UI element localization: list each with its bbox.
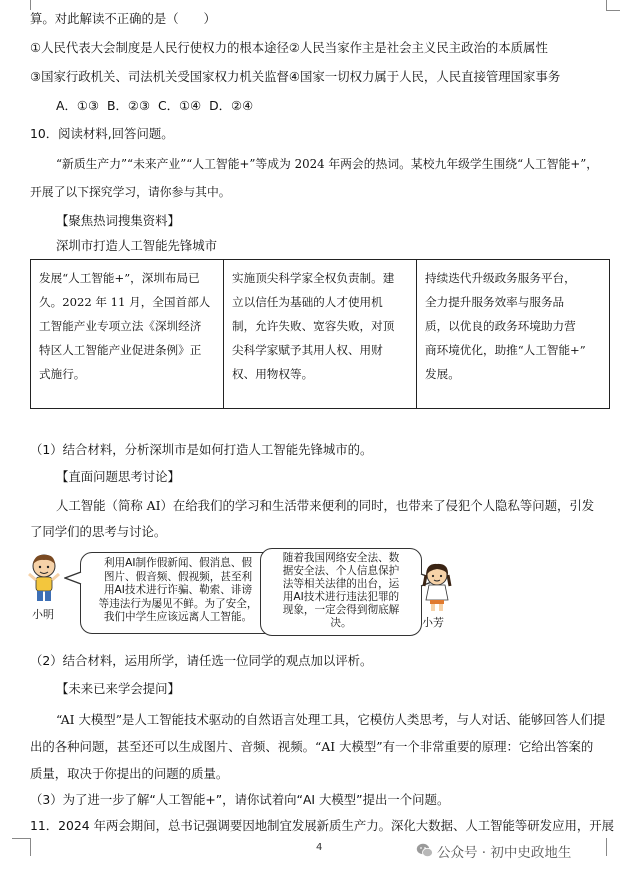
table-cell [224, 260, 417, 409]
para3-line1: “AI 大模型”是人工智能技术驱动的自然语言处理工具，它模仿人类思考，与人对话、能够回答人们提 [56, 712, 606, 727]
q9-stem: 算。对此解读不正确的是（ ） [30, 11, 216, 26]
para2-line2: 了同学们的思考与讨论。 [30, 524, 167, 539]
wechat-icon [416, 843, 433, 858]
speaker-name-left: 小明 [32, 608, 54, 621]
bubble-line: 决。 [330, 617, 352, 629]
bubble-tail-left [64, 570, 82, 586]
material-table [30, 259, 610, 409]
table-cell [31, 260, 224, 409]
bubble-line: 利用AI制作假新闻、假消息、假 [103, 557, 253, 569]
bubble-line: 现象，一定会得到彻底解 [282, 604, 400, 616]
bubble-line: 用AI技术进行诈骗、勒索、诽谤 [103, 584, 253, 597]
bubble-line: 图片、假音频、假视频，甚至利 [103, 570, 253, 583]
q10-intro-line1: “新质生产力”“未来产业”“人工智能+”等成为 2024 年两会的热词。某校九年级学生围绕“人工智能+”， [56, 157, 599, 171]
para3-line2: 出的各种问题，甚至还可以生成图片、音频、视频。“AI 大模型”有一个非常重要的原理：它给出答案的 [30, 739, 594, 754]
speech-bubble-left [80, 552, 276, 634]
sub-question-2: （2）结合材料，运用所学，请任选一位同学的观点加以评析。 [30, 653, 373, 668]
crop-mark [30, 0, 31, 10]
cell-line: 尖科学家赋予其用人权、用财 [232, 343, 383, 357]
cell-line: 发展“人工智能+”，深圳布局已 [39, 271, 200, 285]
material-title: 深圳市打造人工智能先锋城市 [56, 238, 218, 253]
section-heading-1: 【聚焦热词搜集资料】 [56, 213, 180, 228]
q10-intro-line2: 开展了以下探究学习，请你参与其中。 [30, 185, 231, 199]
page-number: 4 [316, 842, 323, 853]
watermark: 公众号 · 初中史政地生 [437, 845, 572, 861]
cell-line: 商环境优化，助推“人工智能+” [425, 343, 586, 357]
section-heading-3: 【未来已来学会提问】 [56, 681, 180, 696]
cell-line: 特区人工智能产业促进条例》正 [39, 343, 202, 357]
discussion-figure [24, 548, 614, 642]
sub-question-3: （3）为了进一步了解“人工智能+”，请你试着向“AI 大模型”提出一个问题。 [30, 792, 450, 807]
q9-options-line2: ③国家行政机关、司法机关受国家权力机关监督④国家一切权力属于人民，人民直接管理国家事务 [30, 69, 561, 84]
bubble-line: 等违法行为屡见不鲜。为了安全， [98, 597, 258, 610]
cell-line: 制，允许失败、宽容失败，对顶 [232, 319, 395, 333]
bubble-line: 据安全法、个人信息保护 [282, 565, 400, 577]
cell-line: 权、用物权等。 [232, 367, 314, 381]
cell-line: 全力提升服务效率与服务品 [425, 295, 565, 309]
table-row [31, 260, 610, 409]
speaker-name-right: 小芳 [422, 616, 444, 629]
bubble-line: 法等相关法律的出台，运 [282, 578, 400, 590]
cell-line: 发展。 [425, 367, 460, 381]
crop-mark [30, 838, 31, 856]
cell-line: 实施顶尖科学家全权负责制。建 [232, 271, 395, 285]
section-heading-2: 【直面问题思考讨论】 [56, 469, 180, 484]
cell-line: 工智能产业专项立法《深圳经济 [39, 319, 202, 333]
q11-line: 11．2024 年两会期间，总书记强调要因地制宜发展新质生产力。深化大数据、人工智能等研发应用，开展 [30, 818, 615, 833]
cell-line: 持续迭代升级政务服务平台， [425, 271, 576, 285]
q9-options-line1: ①人民代表大会制度是人民行使权力的根本途径②人民当家作主是社会主义民主政治的本质属性 [30, 40, 548, 55]
boy-illustration-icon [26, 552, 62, 604]
crop-mark [606, 0, 607, 10]
para3-line3: 质量，取决于你提出的问题的质量。 [30, 766, 229, 781]
cell-line: 质，以优良的政务环境助力营 [425, 319, 576, 333]
crop-mark [606, 838, 607, 856]
cell-line: 立以信任为基础的人才使用机 [232, 295, 383, 309]
sub-question-1: （1）结合材料，分析深圳市是如何打造人工智能先锋城市的。 [30, 442, 373, 457]
q9-choices: A．①③ B．②③ C．①④ D．②④ [56, 98, 254, 113]
bubble-line: 用AI技术进行违法犯罪的 [282, 591, 400, 603]
cell-line: 久。2022 年 11 月，全国首部人 [39, 295, 211, 309]
bubble-line: 随着我国网络安全法、数 [282, 552, 400, 564]
q10-title: 10．阅读材料,回答问题。 [30, 126, 174, 141]
speech-bubble-right [260, 548, 422, 636]
para2-line1: 人工智能（简称 AI）在给我们的学习和生活带来便利的同时，也带来了侵犯个人隐私等问题，引发 [56, 498, 595, 513]
girl-illustration-icon [420, 562, 454, 612]
crop-mark [606, 10, 620, 11]
cell-line: 式施行。 [39, 367, 86, 381]
table-cell [417, 260, 610, 409]
bubble-line: 我们中学生应该远离人工智能。 [103, 611, 253, 624]
crop-mark [12, 838, 30, 839]
